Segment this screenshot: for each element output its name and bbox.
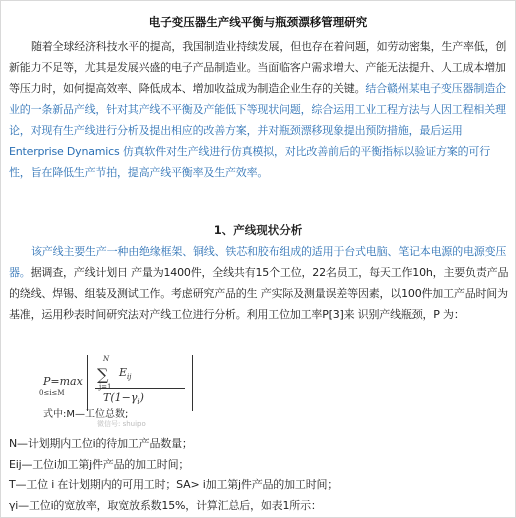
section-heading: 1、产线现状分析 [213, 223, 303, 237]
formula-denom-sub: i [137, 398, 140, 407]
analysis-paragraph [9, 241, 509, 325]
formula-max: P=max [43, 375, 83, 388]
formula-max-range: 0≤i≤M [39, 389, 65, 397]
formula-caption: 式中:M—工位总数; [43, 409, 129, 420]
formula-fraction-line [95, 388, 185, 389]
analysis-highlight-text: 该产线主要生产一种由绝缘框架、铜线、铁芯和胶布组成的适用于台式电脑、笔记本电源的电源变压器。 [9, 245, 507, 279]
definition-line: N—计划期内工位i的待加工产品数量； [9, 437, 193, 450]
definition-line: T—工位 i 在计划期内的可用工时；SA> i加工第j件产品的加工时间； [9, 478, 339, 491]
analysis-text: 据调查，产线计划日 产量为1400件，全线共有15个工位，22名员工，每天工作10h，主要负责产品的绕线、焊锡、组装及测试工作。考虑研究产品的生 产实际及测量误差等因素，以100件加工产品时间为基准，运用秒表时间研究法对产线工位进行分析。利用工位加工率P[3]来 识别产线瓶颈，P 为： [9, 266, 509, 321]
formula-e: E [119, 366, 128, 379]
watermark: 微信号: shuipo [97, 420, 146, 428]
intro-highlight-text: 结合赣州某电子变压器制造企业的一条新品产线，针对其产线不平衡及产能低下等现状问题，综合运用工业工程方法与人因工程相关理论，对现有生产线进行分析及提出相应的改善方案，并对瓶颈漂移现象提出预防措施，最后运用Enterprise Dynamics 仿真软件对生产线进行仿真模拟，对比改善前后的平衡指标以验证方案的可行性，旨在降低生产节拍，提高产线平衡率及生产效率。 [9, 82, 506, 179]
definition-line: Eij—工位i加工第j件产品的加工时间； [9, 457, 190, 471]
formula-denominator [103, 391, 144, 406]
definition-line: γi—工位i的宽放率，取宽放系数15%，计算汇总后，如表1所示： [9, 498, 322, 512]
document-title: 电子变压器生产线平衡与瓶颈漂移管理研究 [148, 15, 368, 29]
formula-e-sub: ij [127, 373, 132, 382]
intro-text: 随着全球经济科技水平的提高，我国制造业持续发展，但也存在着问题，如劳动密集，生产率低，创新能力不足等，尤其是发展兴盛的电子产品制造业。当面临客户需求增大、产能无法提升、人工成本增加等压力时，如何提高效率、降低成本、增加收益成为制造企业生存的关键。 [9, 40, 507, 95]
formula-sum-upper: N [103, 355, 110, 363]
formula-numerator [119, 366, 131, 381]
formula-denom-end: ) [139, 391, 144, 404]
formula-sum-lower: j=1 [99, 383, 112, 391]
formula-sigma-icon: ∑ [97, 365, 109, 384]
intro-paragraph [9, 36, 509, 183]
definitions-list [9, 434, 509, 516]
formula-denom-text: T(1−γ [103, 391, 138, 404]
